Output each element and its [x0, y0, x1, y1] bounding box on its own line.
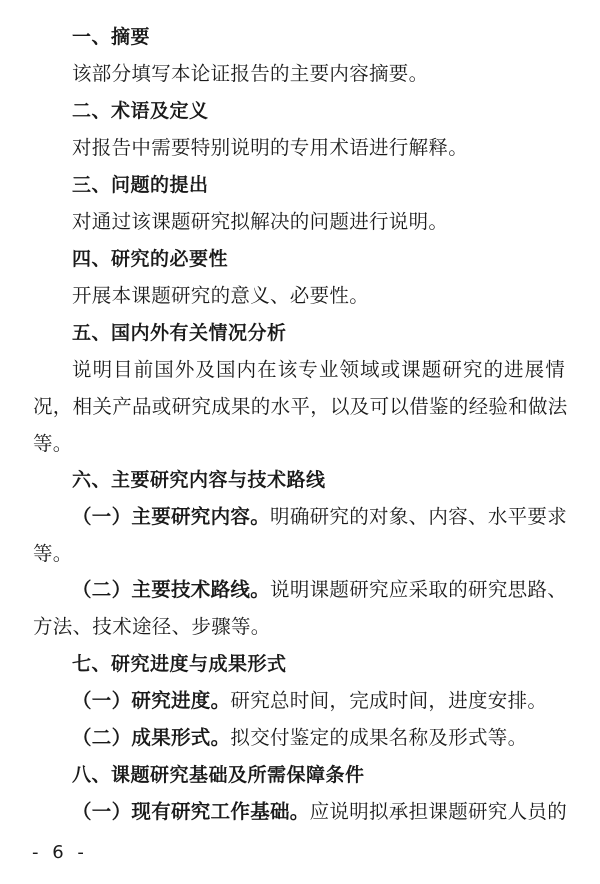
- section-8-item-1: [72, 800, 568, 824]
- section-heading-1: 一、摘要: [72, 26, 151, 48]
- section-6-item-1: [72, 505, 568, 529]
- section-5-line-3: 等。: [33, 432, 73, 455]
- section-2-paragraph: 对报告中需要特别说明的专用术语进行解释。: [72, 136, 469, 159]
- section-4-paragraph: 开展本课题研究的意义、必要性。: [72, 284, 370, 307]
- section-7-item-2-label: （二）成果形式。: [72, 726, 231, 749]
- section-6-item-2-text: 说明课题研究应采取的研究思路、: [270, 578, 568, 601]
- section-5-line-1: 说明目前国外及国内在该专业领域或课题研究的进展情: [72, 358, 565, 381]
- section-7-item-1: [72, 689, 547, 713]
- section-7-item-2: [72, 726, 527, 750]
- section-6-item-2-label: （二）主要技术路线。: [72, 578, 271, 601]
- section-heading-7: 七、研究进度与成果形式: [72, 653, 287, 675]
- section-7-item-2-text: 拟交付鉴定的成果名称及形式等。: [230, 726, 528, 749]
- section-heading-5: 五、国内外有关情况分析: [72, 322, 287, 344]
- section-5-line-2: 况，相关产品或研究成果的水平，以及可以借鉴的经验和做法: [33, 395, 568, 418]
- section-6-item-1-text: 明确研究的对象、内容、水平要求: [270, 505, 568, 528]
- section-8-item-1-label: （一）现有研究工作基础。: [72, 800, 310, 823]
- section-7-item-1-label: （一）研究进度。: [72, 689, 231, 712]
- section-8-item-1-text: 应说明拟承担课题研究人员的: [309, 800, 568, 823]
- section-6-item-2: [72, 578, 568, 602]
- section-6-item-2-continuation: 方法、技术途径、步骤等。: [33, 615, 271, 638]
- section-7-item-1-text: 研究总时间，完成时间，进度安排。: [230, 689, 548, 712]
- section-heading-8: 八、课题研究基础及所需保障条件: [72, 764, 365, 786]
- section-6-item-1-continuation: 等。: [33, 542, 73, 565]
- section-heading-6: 六、主要研究内容与技术路线: [72, 469, 326, 491]
- section-1-paragraph: 该部分填写本论证报告的主要内容摘要。: [72, 62, 429, 85]
- section-heading-3: 三、问题的提出: [72, 174, 209, 196]
- section-heading-4: 四、研究的必要性: [72, 248, 229, 270]
- page-number: - 6 -: [32, 842, 88, 863]
- section-3-paragraph: 对通过该课题研究拟解决的问题进行说明。: [72, 210, 449, 233]
- section-6-item-1-label: （一）主要研究内容。: [72, 505, 271, 528]
- section-heading-2: 二、术语及定义: [72, 100, 209, 122]
